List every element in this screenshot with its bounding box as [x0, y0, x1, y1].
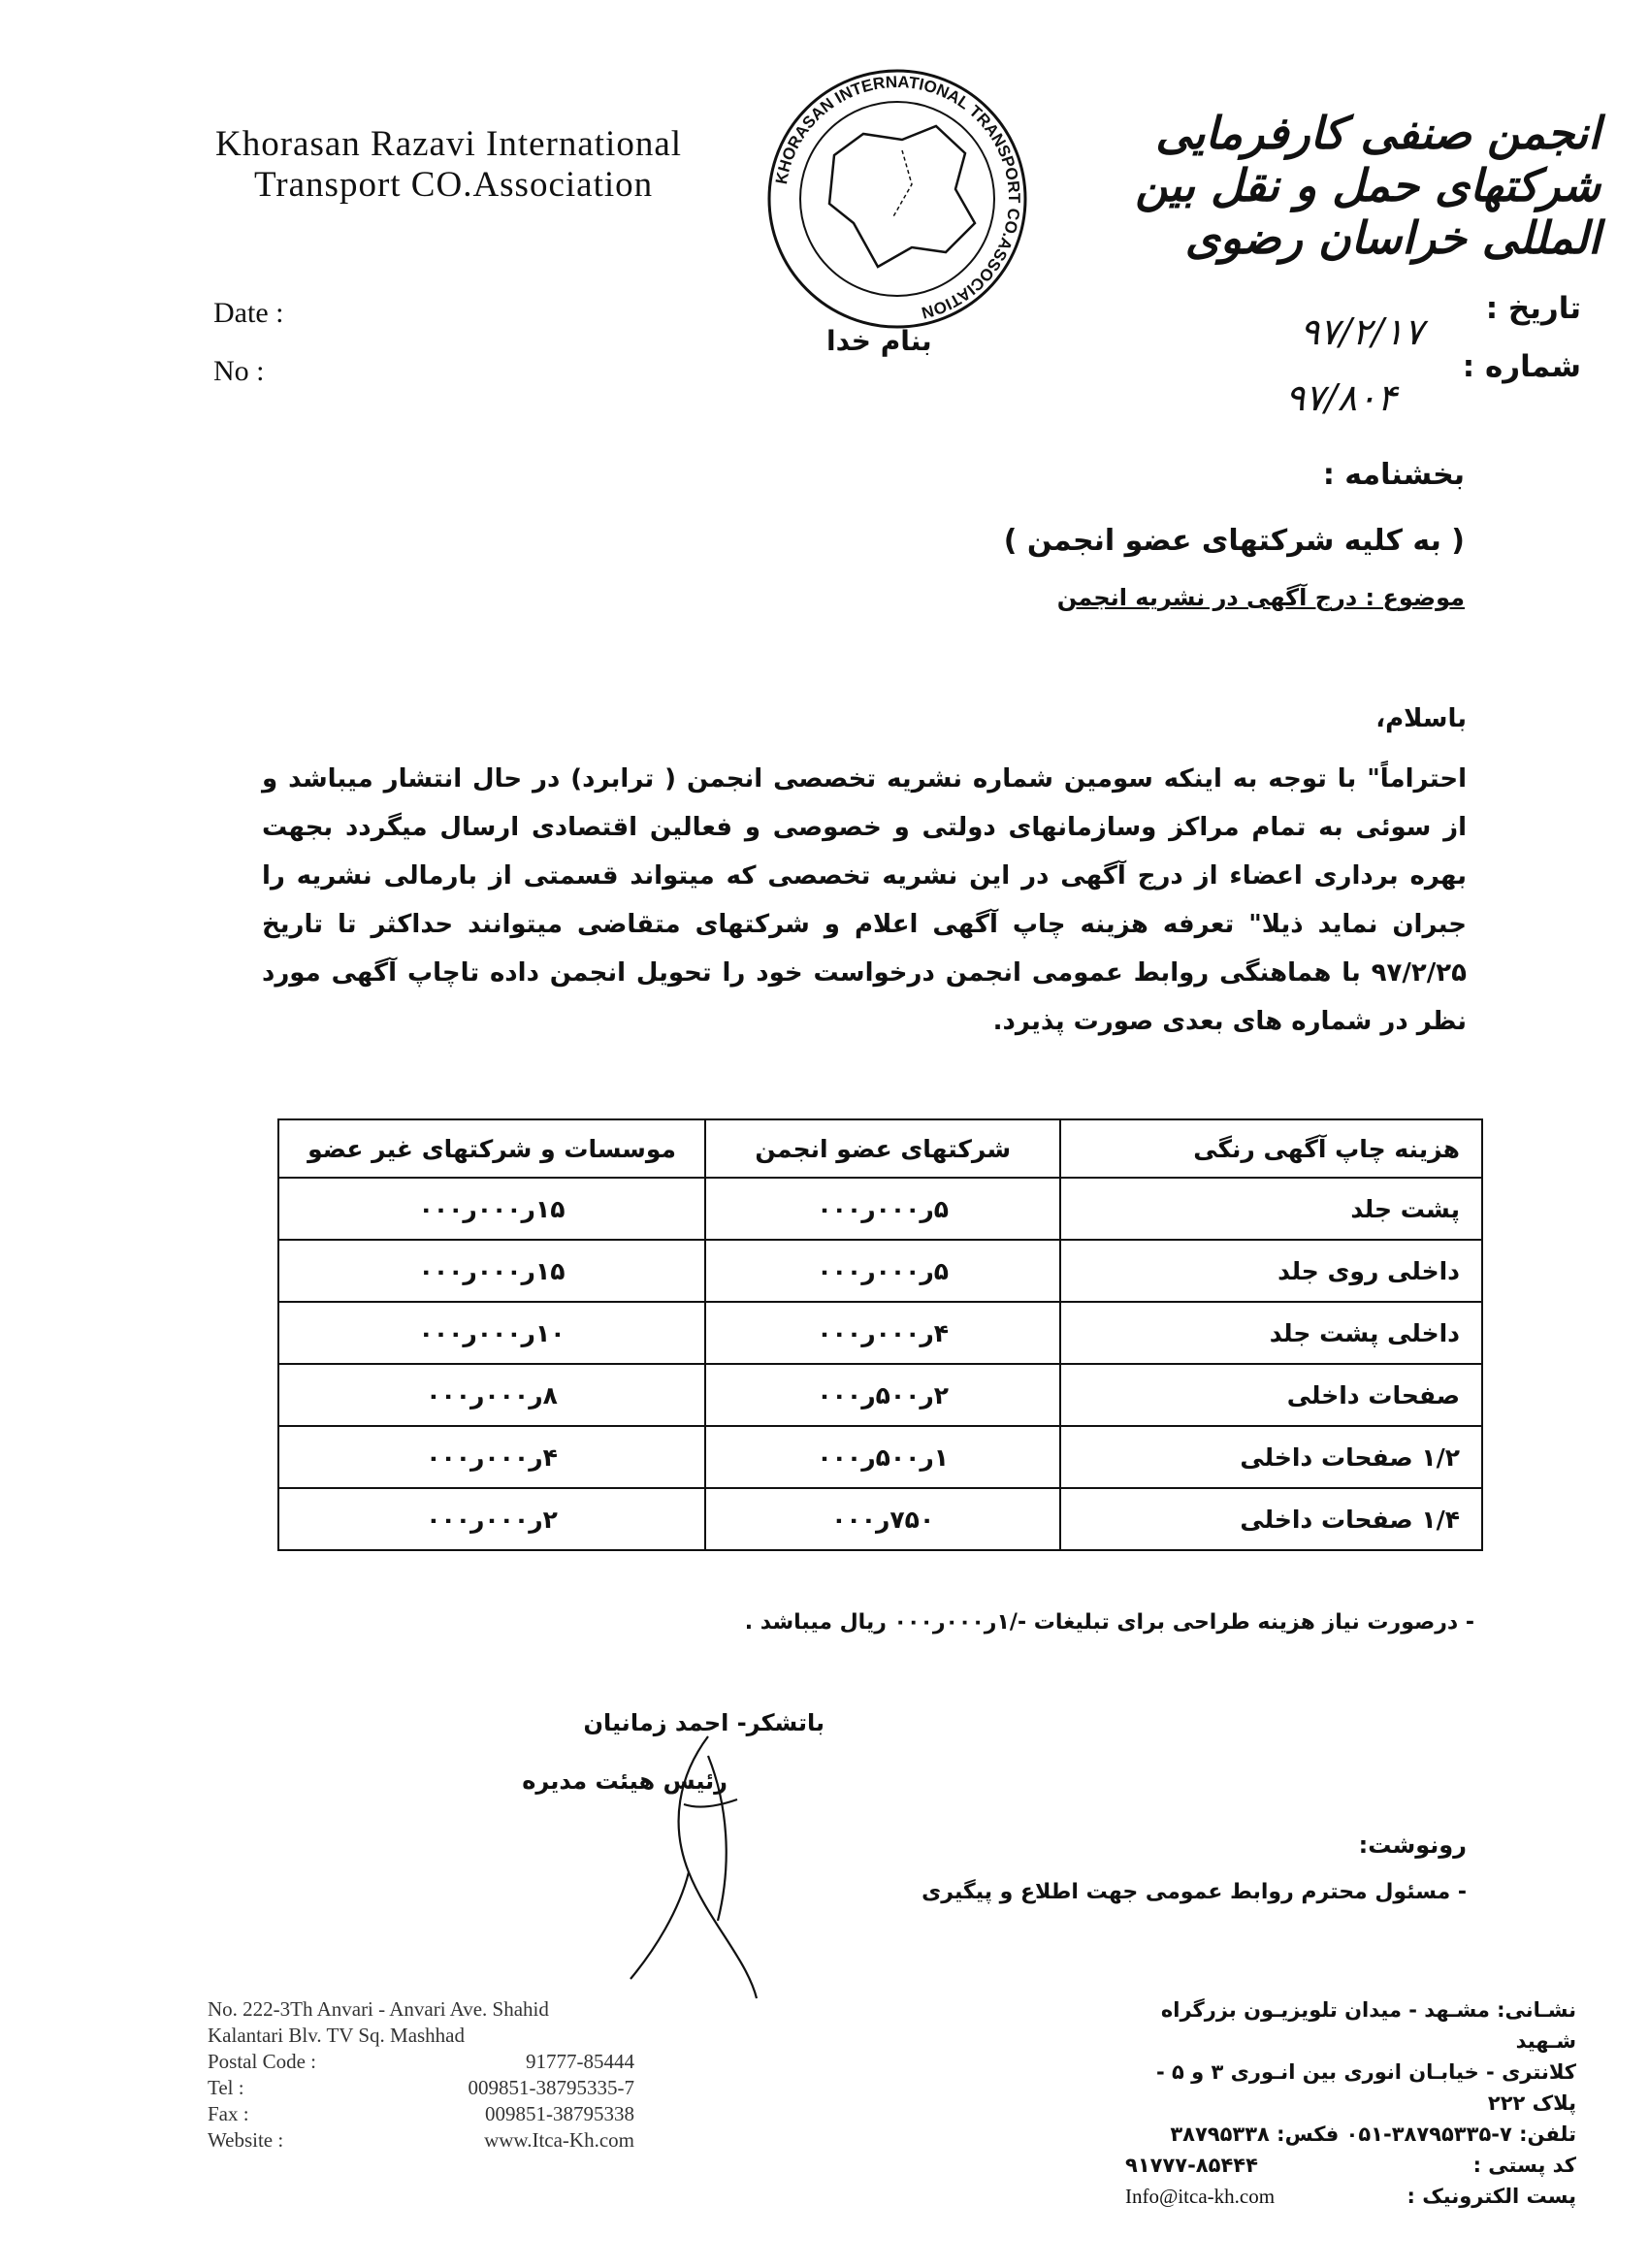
- footer-fa-phone: تلفن: ۷-۳۸۷۹۵۳۳۵-۰۵۱ فکس: ۳۸۷۹۵۳۳۸: [1170, 2122, 1576, 2146]
- footer-en-address-2: Kalantari Blv. TV Sq. Mashhad: [208, 2024, 466, 2047]
- header-non-members: موسسات و شرکتهای غیر عضو: [278, 1119, 705, 1178]
- header-members: شرکتهای عضو انجمن: [705, 1119, 1060, 1178]
- footer-fa-postal: [1125, 2150, 1576, 2181]
- cc-item: - مسئول محترم روابط عمومی جهت اطلاع و پیگیری: [922, 1880, 1467, 1904]
- number-value: ۹۷/۸۰۴: [1285, 376, 1397, 419]
- non-member-price-cell: ۸ر۰۰۰ر۰۰۰: [278, 1364, 705, 1426]
- org-name-en-line1: Khorasan Razavi International: [215, 124, 683, 164]
- table-header-row: [278, 1119, 1482, 1178]
- table-row: [278, 1426, 1482, 1488]
- signatory-role: رئیس هیئت مدیره: [522, 1767, 728, 1795]
- footer-en-web: [208, 2127, 634, 2154]
- ad-type-cell: ۱/۴ صفحات داخلی: [1060, 1488, 1482, 1550]
- web-value: www.Itca-Kh.com: [484, 2128, 634, 2152]
- non-member-price-cell: ۴ر۰۰۰ر۰۰۰: [278, 1426, 705, 1488]
- tel-label: Tel :: [208, 2076, 244, 2099]
- table-row: [278, 1178, 1482, 1240]
- recipients: ( به کلیه شرکتهای عضو انجمن ): [1003, 524, 1465, 558]
- date-value: ۹۷/۲/۱۷: [1300, 310, 1424, 353]
- postal-value: 91777-85444: [526, 2050, 634, 2073]
- ad-type-cell: صفحات داخلی: [1060, 1364, 1482, 1426]
- footer-english: [208, 1996, 634, 2154]
- email-value: Info@itca-kh.com: [1125, 2185, 1276, 2208]
- bismillah: بنام خدا: [826, 325, 932, 357]
- cc-label: رونوشت:: [1358, 1831, 1467, 1859]
- footer-en-address-1: No. 222-3Th Anvari - Anvari Ave. Shahid: [208, 1997, 549, 2021]
- price-table: [277, 1118, 1483, 1551]
- non-member-price-cell: ۱۵ر۰۰۰ر۰۰۰: [278, 1178, 705, 1240]
- postal-value-fa: ۹۱۷۷۷-۸۵۴۴۴: [1125, 2154, 1258, 2177]
- ad-type-cell: پشت جلد: [1060, 1178, 1482, 1240]
- org-name-en: [215, 124, 682, 206]
- table-row: [278, 1240, 1482, 1302]
- fax-label: Fax :: [208, 2102, 249, 2125]
- non-member-price-cell: ۱۵ر۰۰۰ر۰۰۰: [278, 1240, 705, 1302]
- number-label-fa: شماره :: [1462, 349, 1581, 384]
- letter-body: [262, 755, 1467, 1046]
- footer-fa-address-2: کلانتری - خیابـان انوری بین انـوری ۳ و ۵ - پلاک ۲۲۲: [1155, 2060, 1576, 2115]
- number-label-en: No :: [213, 355, 265, 387]
- design-cost-note: - درصورت نیاز هزینه طراحی برای تبلیغات -/۱ر۰۰۰ر۰۰۰ ریال میباشد .: [744, 1610, 1474, 1635]
- signatory-name: باتشکر- احمد زمانیان: [583, 1709, 824, 1736]
- member-price-cell: ۴ر۰۰۰ر۰۰۰: [705, 1302, 1060, 1364]
- ad-type-cell: داخلی پشت جلد: [1060, 1302, 1482, 1364]
- subject-line: موضوع : درج آگهی در نشریه انجمن: [1056, 584, 1465, 611]
- member-price-cell: ۵ر۰۰۰ر۰۰۰: [705, 1178, 1060, 1240]
- footer-fa-address-1: نشـانی: مشـهد - میدان تلویزیـون بزرگراه شـهید: [1160, 1998, 1576, 2053]
- non-member-price-cell: ۲ر۰۰۰ر۰۰۰: [278, 1488, 705, 1550]
- email-label-fa: پست الکترونیک :: [1406, 2185, 1576, 2208]
- date-label-en: Date :: [213, 297, 284, 329]
- map-outline-icon: [829, 126, 975, 267]
- postal-label: Postal Code :: [208, 2050, 317, 2073]
- member-price-cell: ۲ر۵۰۰ر۰۰۰: [705, 1364, 1060, 1426]
- tel-value: 009851-38795335-7: [468, 2076, 634, 2099]
- postal-label-fa: کد پستی :: [1472, 2154, 1576, 2177]
- org-name-en-line2: Transport CO.Association: [254, 165, 654, 205]
- footer-en-postal: [208, 2049, 634, 2075]
- footer-fa-email: [1125, 2181, 1576, 2212]
- ad-type-cell: داخلی روی جلد: [1060, 1240, 1482, 1302]
- association-logo: [757, 58, 1038, 340]
- footer-persian: [1125, 1994, 1576, 2212]
- letter-body-text: احتراماً" با توجه به اینکه سومین شماره نشریه تخصصی انجمن ( ترابرد) در حال انتشار میباشد و از سوئی به تمام مراکز وسازمانهای دولتی و خصوصی و فعالین اقتصادی ارسال میگردد بجهت بهره برداری اعضاء از درج آگهی در این نشریه تخصصی که میتواند قسمتی از بارمالی نشریه را جبران نماید ذیلا" تعرفه هزینه چاپ آگهی اعلام و شرکتهای متقاضی میتوانند حداکثر تا تاریخ ۹۷/۲/۲۵ با هماهنگی روابط عمومی انجمن درخواست خود را تحویل انجمن داده تاچاپ آگهی مورد نظر در شماره های بعدی صورت پذیرد.: [262, 764, 1467, 1036]
- header-ad-type: هزینه چاپ آگهی رنگی: [1060, 1119, 1482, 1178]
- member-price-cell: ۱ر۵۰۰ر۰۰۰: [705, 1426, 1060, 1488]
- date-label-fa: تاریخ :: [1485, 291, 1581, 326]
- footer-en-tel: [208, 2075, 634, 2101]
- table-row: [278, 1364, 1482, 1426]
- ad-type-cell: ۱/۲ صفحات داخلی: [1060, 1426, 1482, 1488]
- web-label: Website :: [208, 2128, 284, 2152]
- member-price-cell: ۵ر۰۰۰ر۰۰۰: [705, 1240, 1060, 1302]
- circular-heading: بخشنامه :: [1322, 458, 1465, 492]
- table-row: [278, 1302, 1482, 1364]
- greeting: باسلام،: [1375, 704, 1467, 733]
- footer-en-fax: [208, 2101, 634, 2127]
- table-row: [278, 1488, 1482, 1550]
- non-member-price-cell: ۱۰ر۰۰۰ر۰۰۰: [278, 1302, 705, 1364]
- fax-value: 009851-38795338: [485, 2102, 634, 2125]
- org-name-fa: انجمن صنفی کارفرمایی شرکتهای حمل و نقل بین المللی خراسان رضوی: [1135, 107, 1600, 264]
- handwritten-signature: [563, 1717, 795, 2008]
- member-price-cell: ۷۵۰ر۰۰۰: [705, 1488, 1060, 1550]
- logo-ring-text: KHORASAN INTERNATIONAL TRANSPORT CO.ASSOCIATION: [771, 72, 1024, 323]
